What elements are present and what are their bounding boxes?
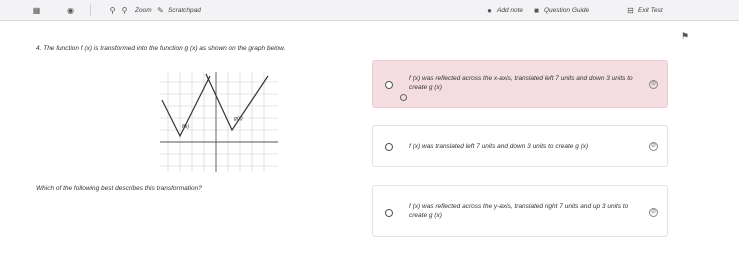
radio-button-b[interactable]	[385, 143, 393, 151]
scratchpad-label: Scratchpad	[168, 7, 201, 14]
choice-text-c: f (x) was reflected across the y-axis, translated right 7 units and up 3 units to create g (x)	[409, 203, 629, 219]
answer-choice-a[interactable]	[372, 60, 668, 108]
strikethrough-icon[interactable]: ⊘	[650, 143, 657, 149]
exit-icon: ⊟	[627, 6, 634, 15]
answer-choice-b[interactable]	[372, 125, 668, 167]
mouse-cursor-icon	[400, 94, 407, 101]
zoom-label: Zoom	[135, 7, 152, 14]
choice-text-b: f (x) was translated left 7 units and down 3 units to create g (x)	[409, 143, 589, 150]
text-to-speech-icon[interactable]: ◉	[67, 6, 74, 15]
radio-button-a[interactable]	[385, 81, 393, 89]
scratchpad-button[interactable]	[156, 4, 201, 17]
flag-icon[interactable]: ⚑	[681, 31, 690, 41]
exit-test-button[interactable]	[626, 4, 663, 17]
question-guide-button[interactable]	[532, 4, 589, 17]
transformation-graph	[160, 72, 278, 172]
guide-icon: ■	[534, 6, 539, 15]
zoom-in-icon: ⚲	[121, 6, 128, 15]
answer-choice-c[interactable]	[372, 185, 668, 237]
strikethrough-icon[interactable]: ⊘	[650, 209, 657, 215]
choice-text-a: f (x) was reflected across the x-axis, translated left 7 units and down 3 units to create g (x)	[409, 75, 633, 91]
fx-label: f(x)	[182, 124, 190, 130]
exit-test-label: Exit Test	[638, 7, 663, 14]
top-toolbar	[0, 0, 739, 21]
zoom-button[interactable]	[108, 4, 152, 17]
question-guide-label: Question Guide	[544, 7, 590, 14]
note-icon: ●	[487, 6, 492, 15]
strikethrough-icon[interactable]: ⊘	[650, 81, 657, 87]
pencil-icon: ✎	[157, 6, 164, 15]
question-prompt: Which of the following best describes this transformation?	[36, 185, 202, 192]
add-note-label: Add note	[497, 7, 524, 14]
zoom-out-icon: ⚲	[109, 6, 116, 15]
question-text: 4. The function f (x) is transformed into the function g (x) as shown on the graph below.	[36, 45, 286, 52]
grid-icon[interactable]: ▦	[32, 6, 41, 15]
add-note-button[interactable]	[485, 4, 523, 17]
gx-label: g(x)	[234, 116, 243, 122]
radio-button-c[interactable]	[385, 209, 393, 217]
